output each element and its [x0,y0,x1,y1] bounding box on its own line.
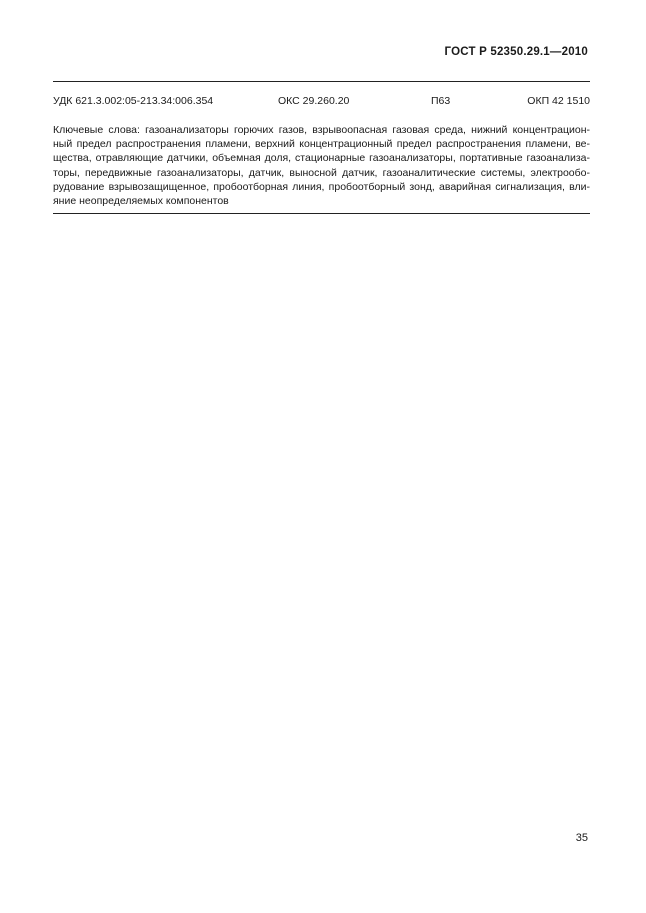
oks-code: ОКС 29.260.20 [278,95,350,107]
keywords-line: щества, отравляющие датчики, объемная доля, стационарные газоанализаторы, портативные газоанализа- [53,152,590,165]
udk-code: УДК 621.3.002:05-213.34:006.354 [53,95,214,107]
keywords-line: яние неопределяемых компонентов [53,195,229,208]
keywords-line: ный предел распространения пламени, верхний концентрационный предел распространения пламени, ве- [53,138,590,151]
document-header-title: ГОСТ Р 52350.29.1—2010 [444,46,588,58]
okp-code: ОКП 42 1510 [527,95,590,107]
keywords-line: торы, передвижные газоанализаторы, датчик, выносной датчик, газоаналитические системы, электрообо- [53,166,590,179]
top-divider [53,81,590,82]
classification-row [53,95,590,109]
keywords-line: рудование взрывозащищенное, пробоотборная линия, пробоотборный зонд, аварийная сигнализация, вли- [53,180,590,193]
group-code: П63 [431,95,451,107]
keywords-paragraph [53,123,590,208]
bottom-divider [53,213,590,214]
keywords-line: Ключевые слова: газоанализаторы горючих газов, взрывоопасная газовая среда, нижний концентрацион- [53,124,590,136]
page-number: 35 [575,832,588,844]
